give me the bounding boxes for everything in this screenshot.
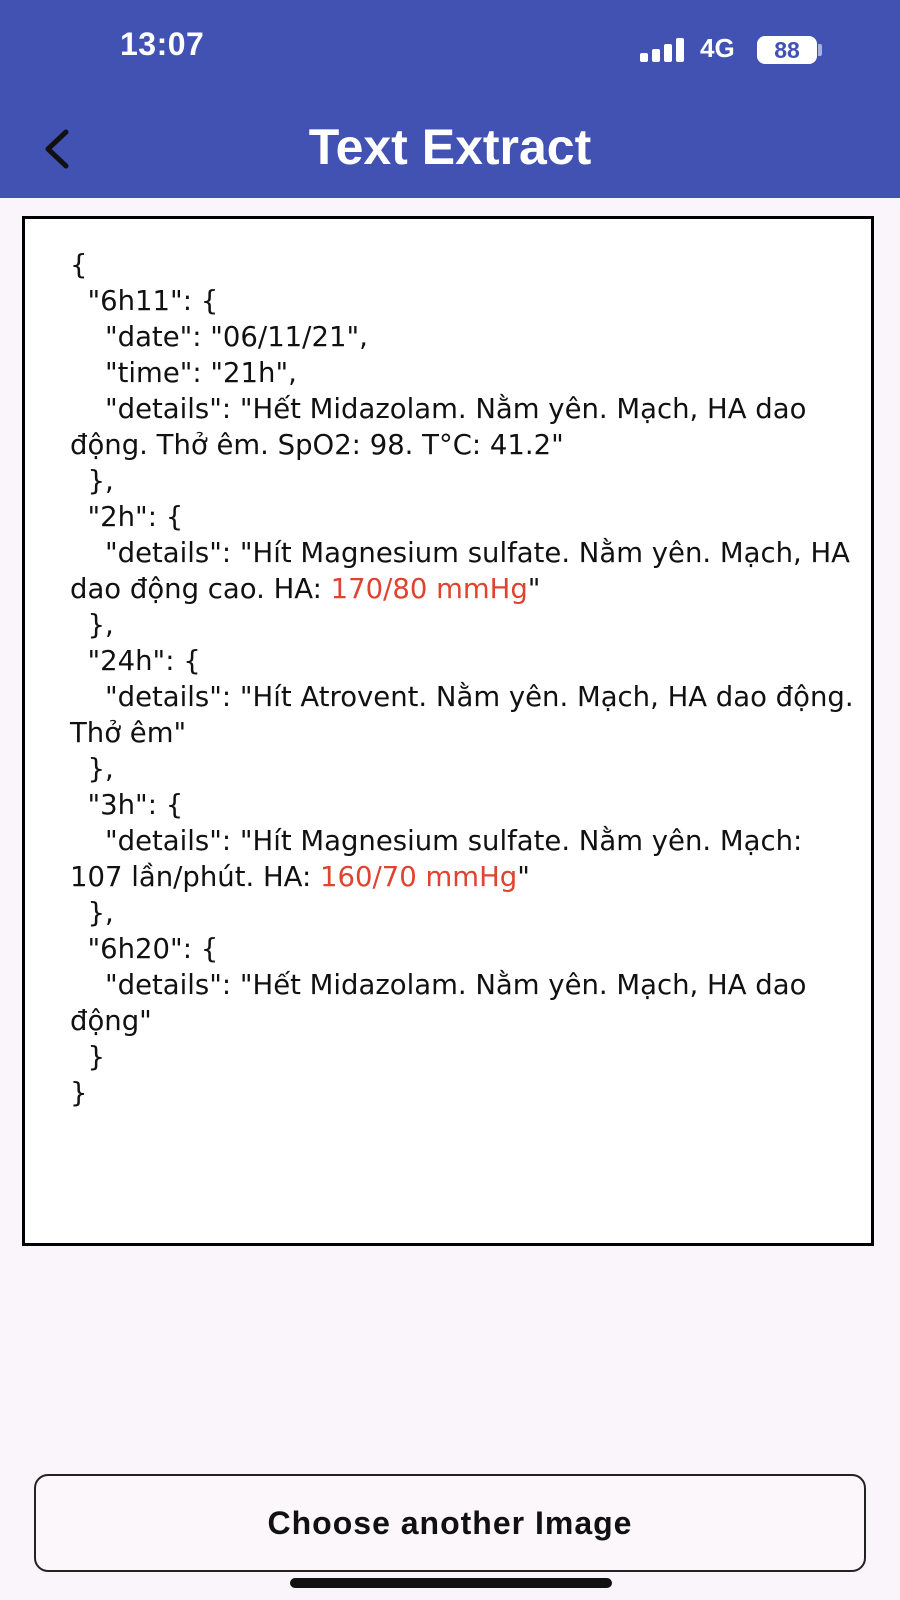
text-line <box>70 931 855 967</box>
text-segment: "details": "Hít Atrovent. Nằm yên. Mạch, HA dao động. Thở êm" <box>70 681 863 749</box>
extracted-text <box>70 247 863 1111</box>
text-line <box>70 1075 855 1111</box>
text-segment: }, <box>70 897 114 929</box>
app-bar <box>0 0 900 198</box>
text-segment: "2h": { <box>70 501 184 533</box>
text-line <box>70 895 855 931</box>
cellular-signal-icon <box>640 38 686 62</box>
text-line <box>70 679 863 751</box>
text-segment: "time": "21h", <box>70 357 297 389</box>
text-line <box>70 607 855 643</box>
battery-icon: 88 <box>757 36 817 64</box>
text-line <box>70 355 855 391</box>
choose-another-image-button[interactable]: Choose another Image <box>34 1474 866 1572</box>
text-line <box>70 319 855 355</box>
home-indicator <box>290 1578 612 1588</box>
network-type: 4G <box>700 33 735 63</box>
text-segment: { <box>70 249 88 281</box>
text-line <box>70 751 855 787</box>
text-line <box>70 247 855 283</box>
text-line <box>70 823 855 895</box>
highlighted-value: 170/80 mmHg <box>330 573 528 605</box>
text-segment: }, <box>70 753 114 785</box>
text-segment: "24h": { <box>70 645 201 677</box>
battery-tip <box>818 44 822 56</box>
text-line <box>70 283 855 319</box>
text-segment: " <box>527 573 541 605</box>
text-segment: " <box>517 861 530 893</box>
text-segment: "3h": { <box>70 789 184 821</box>
text-line <box>70 787 855 823</box>
text-segment: "details": "Hít Magnesium sulfate. Nằm yên. Mạch, HA dao động cao. HA: <box>70 537 859 605</box>
text-segment: "details": "Hết Midazolam. Nằm yên. Mạch, HA dao động. Thở êm. SpO2: 98. T°C: 41.2" <box>70 393 816 461</box>
text-line <box>70 535 859 607</box>
page-title: Text Extract <box>308 119 592 175</box>
status-time: 13:07 <box>120 26 205 62</box>
text-line <box>70 967 855 1039</box>
text-segment: "details": "Hết Midazolam. Nằm yên. Mạch, HA dao động" <box>70 969 816 1037</box>
text-segment: }, <box>70 609 114 641</box>
extracted-text-panel[interactable] <box>22 216 874 1246</box>
text-segment: } <box>70 1077 88 1109</box>
text-line <box>70 391 855 463</box>
text-line <box>70 1039 855 1075</box>
text-segment: }, <box>70 465 114 497</box>
text-line <box>70 463 855 499</box>
text-segment: "date": "06/11/21", <box>70 321 368 353</box>
highlighted-value: 160/70 mmHg <box>320 861 518 893</box>
text-segment: "6h11": { <box>70 285 219 317</box>
text-line <box>70 499 855 535</box>
text-segment: "details": "Hít Magnesium sulfate. Nằm yên. Mạch: 107 lần/phút. HA: <box>70 825 812 893</box>
text-line <box>70 643 855 679</box>
text-segment: "6h20": { <box>70 933 219 965</box>
text-segment: } <box>70 1041 105 1073</box>
